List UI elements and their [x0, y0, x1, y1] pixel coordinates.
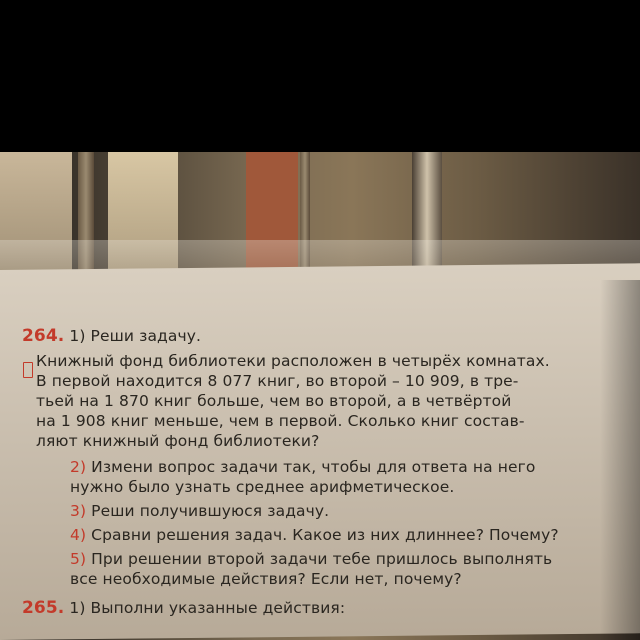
part3-line	[70, 502, 329, 520]
part2-line: нужно было узнать среднее арифметическое.	[70, 478, 455, 496]
part-text: При решении второй задачи тебе пришлось выполнять	[91, 550, 553, 568]
problem-line: ляют книжный фонд библиотеки?	[36, 432, 320, 450]
problem-line: на 1 908 книг меньше, чем в первой. Сколько книг состав-	[36, 412, 525, 430]
part4-line	[70, 526, 559, 544]
part-title: Реши задачу.	[90, 327, 202, 345]
part-label: 4)	[70, 526, 87, 544]
part-label: 1)	[69, 327, 86, 345]
part-text: Измени вопрос задачи так, чтобы для ответа на него	[91, 458, 536, 476]
part-label: 5)	[70, 550, 87, 568]
task-number: 264.	[22, 326, 65, 346]
part-text: Выполни указанные действия:	[90, 599, 346, 617]
page-shadow	[600, 280, 640, 640]
part5-line	[70, 550, 552, 568]
top-black-area	[0, 0, 640, 152]
part-label: 1)	[69, 599, 86, 617]
task-number: 265.	[22, 598, 65, 618]
square-marker-icon	[23, 362, 33, 378]
task-265-header	[22, 598, 345, 618]
part2-line	[70, 458, 535, 476]
part-text: Сравни решения задач. Какое из них длиннее? Почему?	[91, 526, 559, 544]
part-label: 3)	[70, 502, 87, 520]
part-text: Реши получившуюся задачу.	[91, 502, 330, 520]
part5-line: все необходимые действия? Если нет, почему?	[70, 570, 462, 588]
problem-line: тьей на 1 870 книг больше, чем во второй, а в четвёртой	[36, 392, 512, 410]
problem-line: Книжный фонд библиотеки расположен в четырёх комнатах.	[36, 352, 550, 370]
problem-line: В первой находится 8 077 книг, во второй – 10 909, в тре-	[36, 372, 519, 390]
task-264-header	[22, 326, 201, 346]
part-label: 2)	[70, 458, 87, 476]
